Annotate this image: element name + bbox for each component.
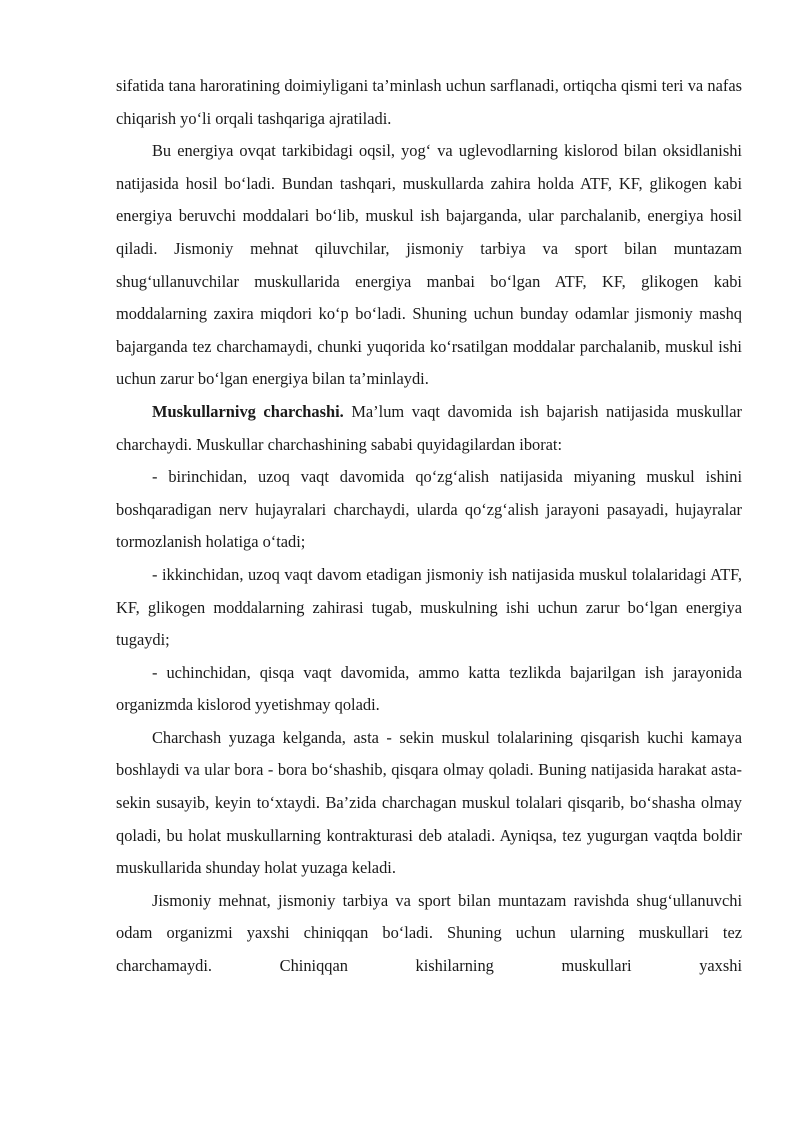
- list-item-third-reason: - uchinchidan, qisqa vaqt davomida, ammo katta tezlikda bajarilgan ish jarayonida organizmda kislorod yyetishmay qoladi.: [116, 662, 742, 715]
- list-item-second-reason: - ikkinchidan, uzoq vaqt davom etadigan jismoniy ish natijasida muskul tolalaridagi ATF, KF, glikogen moddalarning zahirasi tugab, muskulning ishi uchun zarur bo‘lgan energiya tugaydi;: [116, 564, 742, 650]
- paragraph-fatigue-effects: Charchash yuzaga kelganda, asta - sekin muskul tolalarining qisqarish kuchi kamaya boshlaydi va ular bora - bora bo‘shashib, qisqara olmay qoladi. Buning natijasida harakat asta-sekin susayib, keyin to‘xtaydi. Ba’zida charchagan muskul tolalari qisqarib, bo‘shasha olmay qoladi, bu holat muskullarning kontrakturasi deb ataladi. Ayniqsa, tez yugurgan vaqtda boldir muskullarida shunday holat yuzaga keladi.: [116, 727, 742, 878]
- document-page: [116, 70, 742, 983]
- paragraph-training-benefits: Jismoniy mehnat, jismoniy tarbiya va sport bilan muntazam ravishda shug‘ullanuvchi odam organizmi yaxshi chiniqqan bo‘ladi. Shuning uchun ularning muskullari tez charchamaydi. Chiniqqan kishilarning muskullari yaxshi: [116, 890, 742, 976]
- section-heading: Muskullarnivg charchashi.: [152, 401, 344, 421]
- list-item-first-reason: - birinchidan, uzoq vaqt davomida qo‘zg‘alish natijasida miyaning muskul ishini boshqaradigan nerv hujayralari charchaydi, ularda qo‘zg‘alish jarayoni pasayadi, hujayralar tormozlanish holatiga o‘tadi;: [116, 467, 742, 552]
- paragraph-muscle-fatigue: [116, 396, 742, 461]
- paragraph-muscle-fatigue-text: Ma’lum vaqt davomida ish bajarish natijasida muskullar charchaydi. Muskullar charchashining sababi quyidagilardan iborat:: [116, 401, 742, 454]
- paragraph-energy-source: Bu energiya ovqat tarkibidagi oqsil, yog‘ va uglevodlarning kislorod bilan oksidlanishi natijasida hosil bo‘ladi. Bundan tashqari, muskullarda zahira holda ATF, KF, glikogen kabi energiya beruvchi moddalari bo‘lib, muskul ish bajarganda, ular parchalanib, energiya hosil qiladi. Jismoniy mehnat qiluvchilar, jismoniy tarbiya va sport bilan muntazam shug‘ullanuvchilar muskullarida energiya manbai bo‘lgan ATF, KF, glikogen kabi moddalarning zaxira miqdori ko‘p bo‘ladi. Shuning uchun bunday odamlar jismoniy mashq bajarganda tez charchamaydi, chunki yuqorida ko‘rsatilgan moddalar parchalanib, muskul ishi uchun zarur bo‘lgan energiya bilan ta’minlaydi.: [116, 141, 742, 389]
- paragraph-continuation: sifatida tana haroratining doimiyligani ta’minlash uchun sarflanadi, ortiqcha qismi teri va nafas chiqarish yo‘li orqali tashqariga ajratiladi.: [116, 76, 742, 128]
